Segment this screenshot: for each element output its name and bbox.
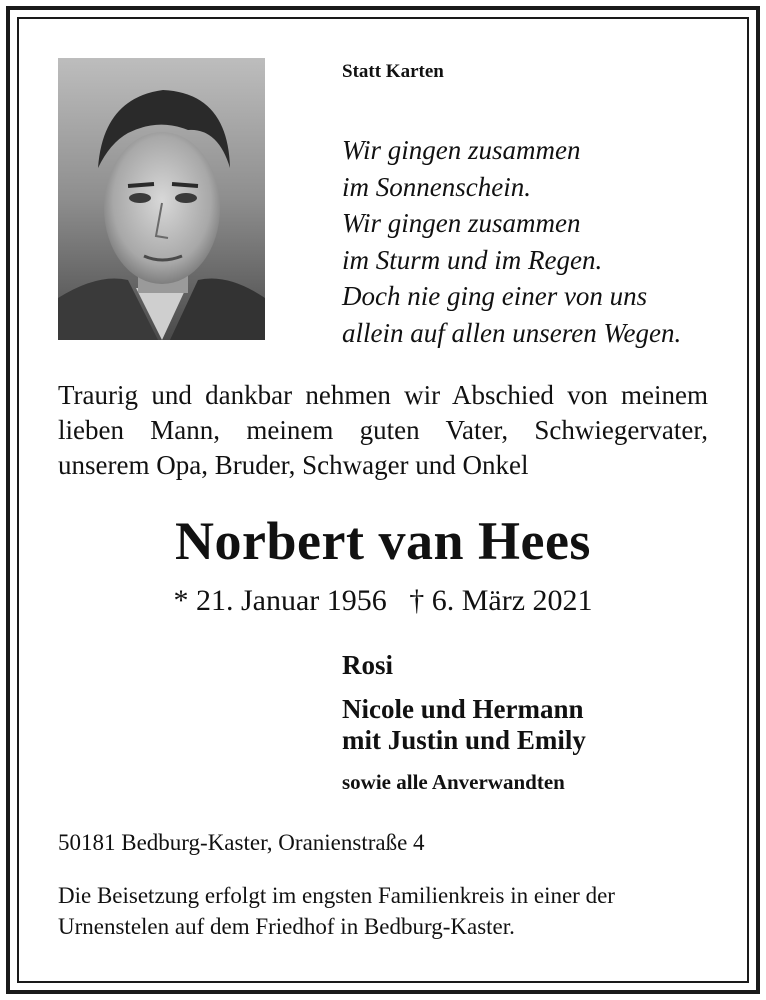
intro-line: Traurig und dankbar nehmen wir Abschied von meinem (58, 380, 708, 410)
deceased-name: Norbert van Hees (175, 511, 591, 571)
intro-line: lieben Mann, meinem guten Vater, Schwiegervater, (58, 415, 708, 445)
mourner-children-line: Nicole und Hermann (342, 694, 584, 724)
life-dates: * 21. Januar 1956 † 6. März 2021 (173, 584, 593, 617)
burial-line: Die Beisetzung erfolgt im engsten Familienkreis in einer der (58, 883, 615, 908)
poem-line: im Sturm und im Regen. (342, 244, 603, 275)
statt-karten-label: Statt Karten (342, 61, 444, 82)
poem-line: Doch nie ging einer von uns (342, 281, 648, 311)
burial-notice (58, 880, 708, 942)
intro-line: unserem Opa, Bruder, Schwager und Onkel (58, 450, 529, 480)
portrait-photo (58, 58, 265, 340)
poem-line: im Sonnenschein. (342, 171, 531, 202)
mourner-grandchildren-line: mit Justin und Emily (342, 725, 586, 755)
address: 50181 Bedburg-Kaster, Oranienstraße 4 (58, 830, 425, 855)
poem (342, 132, 681, 351)
mourner-children (342, 694, 586, 756)
mourner-relatives: sowie alle Anverwandten (342, 770, 565, 794)
poem-line: Wir gingen zusammen (342, 135, 581, 165)
burial-line: Urnenstelen auf dem Friedhof in Bedburg-Kaster. (58, 914, 515, 939)
portrait-photo-icon (58, 58, 265, 340)
intro-text (58, 378, 708, 483)
poem-line: Wir gingen zusammen (342, 208, 581, 238)
mourner-spouse: Rosi (342, 650, 394, 680)
poem-line: allein auf allen unseren Wegen. (342, 317, 682, 348)
